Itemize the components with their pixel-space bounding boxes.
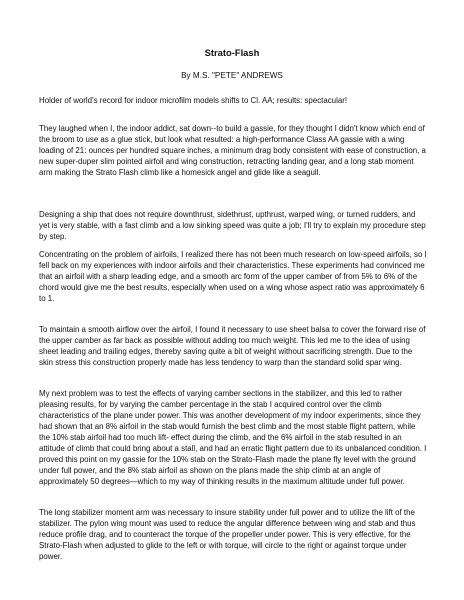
paragraph-design-goals: Designing a ship that does not require downthrust, sidethrust, upthrust, warped wing, or turned rudders, and yet is very stable, with a fast climb and a low sinking speed was quite a job; I'll try to explain my procedure step by step. [39, 210, 426, 242]
paragraph-sheet-balsa: To maintain a smooth airflow over the airfoil, I found it necessary to use sheet balsa to cover the forward rise of the upper camber as far back as possible without adding too much weight. This led me to the idea of using sheet leading and trailing edges, thereby saving quite a bit of weight without sacrificing strength. Due to the skin stress this construction properly made has less tendency to warp than the standard solid spar wing. [39, 325, 426, 368]
paragraph-airfoils: Concentrating on the problem of airfoils, I realized there has not been much research on low-speed airfoils, so I fell back on my experiences with indoor airfoils and their characteristics. These experiments had convinced me that an airfoil with a sharp leading edge, and a smooth arc form of the upper camber of from 5% to 6% of the chord would give me the best results, especially when used on a wing whose aspect ratio was approximately 6 to 1. [39, 250, 427, 304]
paragraph-moment-arm: The long stabilizer moment arm was necessary to insure stability under full power and to utilize the lift of the stabilizer. The pylon wing mount was used to reduce the angular difference between wing and stab and thus reduce profile drag, and to counteract the torque of the propeller under power. This is very effective, for the Strato-Flash when adjusted to glide to the left or with torque, will circle to the right or against torque under power. [39, 508, 416, 562]
paragraph-subtitle: Holder of world's record for indoor microfilm models shifts to Cl. AA; results: spectacular! [39, 96, 348, 105]
article-title: Strato-Flash [204, 47, 260, 58]
paragraph-stabilizer-camber: My next problem was to test the effects of varying camber sections in the stabilizer, and this led to rather pleasing results, for by varying the camber percentage in the stab I acquired control over the climb characteristics of the plane under power. This was another development of my indoor experiments, since they had shown that an 8% airfoil in the stab would furnish the best climb and the most stable flight pattern, while the 10% stab airfoil had too much lift- effect during the climb, and the 6% airfoil in the stab resulted in an attitude of climb that could bring about a stall, and had an erratic flight pattern due to its unbalanced condition. I proved this point on my gassie for the 10% stab on the Strato-Flash made the plane fly level with the ground under full power, and the 8% stab airfoil as shown on the plans made the ship climb at an angle of approximately 50 degrees—which to my way of thinking results in the maximum altitude under full power. [39, 389, 427, 487]
article-byline: By M.S. "PETE" ANDREWS [181, 71, 283, 80]
paragraph-intro: They laughed when I, the indoor addict, sat down--to build a gassie, for they thought I didn't know which end of the broom to use as a glue stick, but look what resulted: a high-performance Class AA gassie with a wing loading of 21: ounces per hundred square inches, a minimum drag body consistent with ease of construction, a new super-duper slim pointed airfoil and wing construction, retracting landing gear, and a long stab moment arm making the Strato Flash climb like a homesick angel and glide like a seagull. [39, 124, 426, 178]
